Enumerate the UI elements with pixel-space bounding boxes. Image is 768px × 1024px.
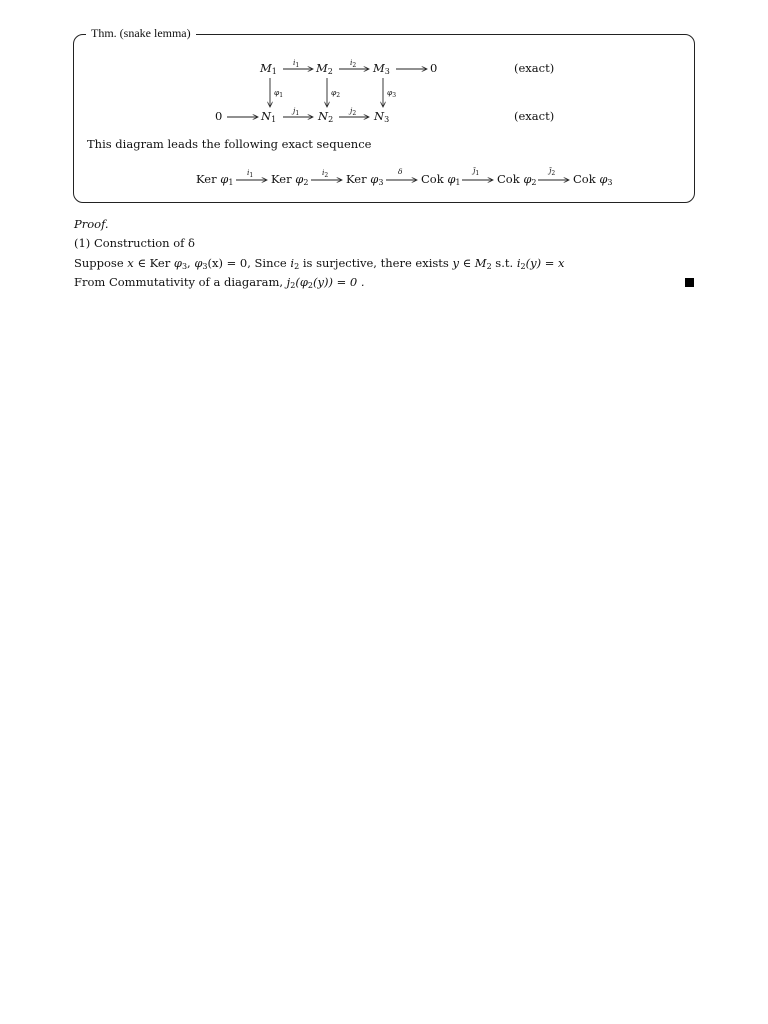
proof-heading: Proof.: [74, 217, 109, 231]
seq-label-delta: δ: [398, 167, 403, 176]
proof-line-3: From Commutativity of a diagaram, $j_2(\varphi_2(y)) = 0$ .: [74, 275, 365, 290]
label-i2: $i_2$: [350, 58, 357, 69]
seq-label-i2: $i_2$: [322, 168, 329, 179]
node-zero-bottom: 0: [215, 109, 223, 123]
exact-note-bottom: (exact): [514, 109, 555, 123]
seq-ker-phi3: Ker $\varphi_3$: [346, 172, 384, 187]
label-j2: $j_2$: [350, 106, 357, 117]
node-n2: $N_2$: [318, 109, 334, 124]
seq-label-jbar2: $j̄_2$: [549, 166, 556, 177]
seq-cok-phi3: Cok $\varphi_3$: [573, 172, 613, 187]
node-n3: $N_3$: [374, 109, 390, 124]
proof-line-2: Suppose x ∈ Ker $\varphi_3$, $\varphi_3(x) = 0$, Since $i_2$ is surjective, there exists y ∈ $M_2$ s.t. $i_2(y) = x$: [74, 256, 565, 271]
label-j1: $j_1$: [293, 106, 300, 117]
seq-label-i1: $i_1$: [247, 168, 254, 179]
seq-cok-phi2: Cok $\varphi_2$: [497, 172, 537, 187]
exact-note-top: (exact): [514, 61, 555, 75]
label-phi1: $\varphi_1$: [274, 88, 284, 99]
node-zero-top: 0: [430, 61, 438, 75]
seq-ker-phi2: Ker $\varphi_2$: [271, 172, 309, 187]
seq-cok-phi1: Cok $\varphi_1$: [421, 172, 461, 187]
seq-ker-phi1: Ker $\varphi_1$: [196, 172, 234, 187]
qed-square-icon: [685, 278, 694, 287]
label-phi2: $\varphi_2$: [331, 88, 341, 99]
sequence-intro: This diagram leads the following exact sequence: [87, 137, 372, 151]
label-phi3: $\varphi_3$: [387, 88, 397, 99]
node-m2: $M_2$: [316, 61, 333, 76]
proof-step-1: (1) Construction of δ: [74, 236, 195, 250]
seq-label-jbar1: $j̄_1$: [473, 166, 480, 177]
theorem-title: Thm. (snake lemma): [86, 26, 196, 41]
node-n1: $N_1$: [261, 109, 277, 124]
label-i1: $i_1$: [293, 58, 300, 69]
node-m3: $M_3$: [373, 61, 390, 76]
node-m1: $M_1$: [260, 61, 277, 76]
